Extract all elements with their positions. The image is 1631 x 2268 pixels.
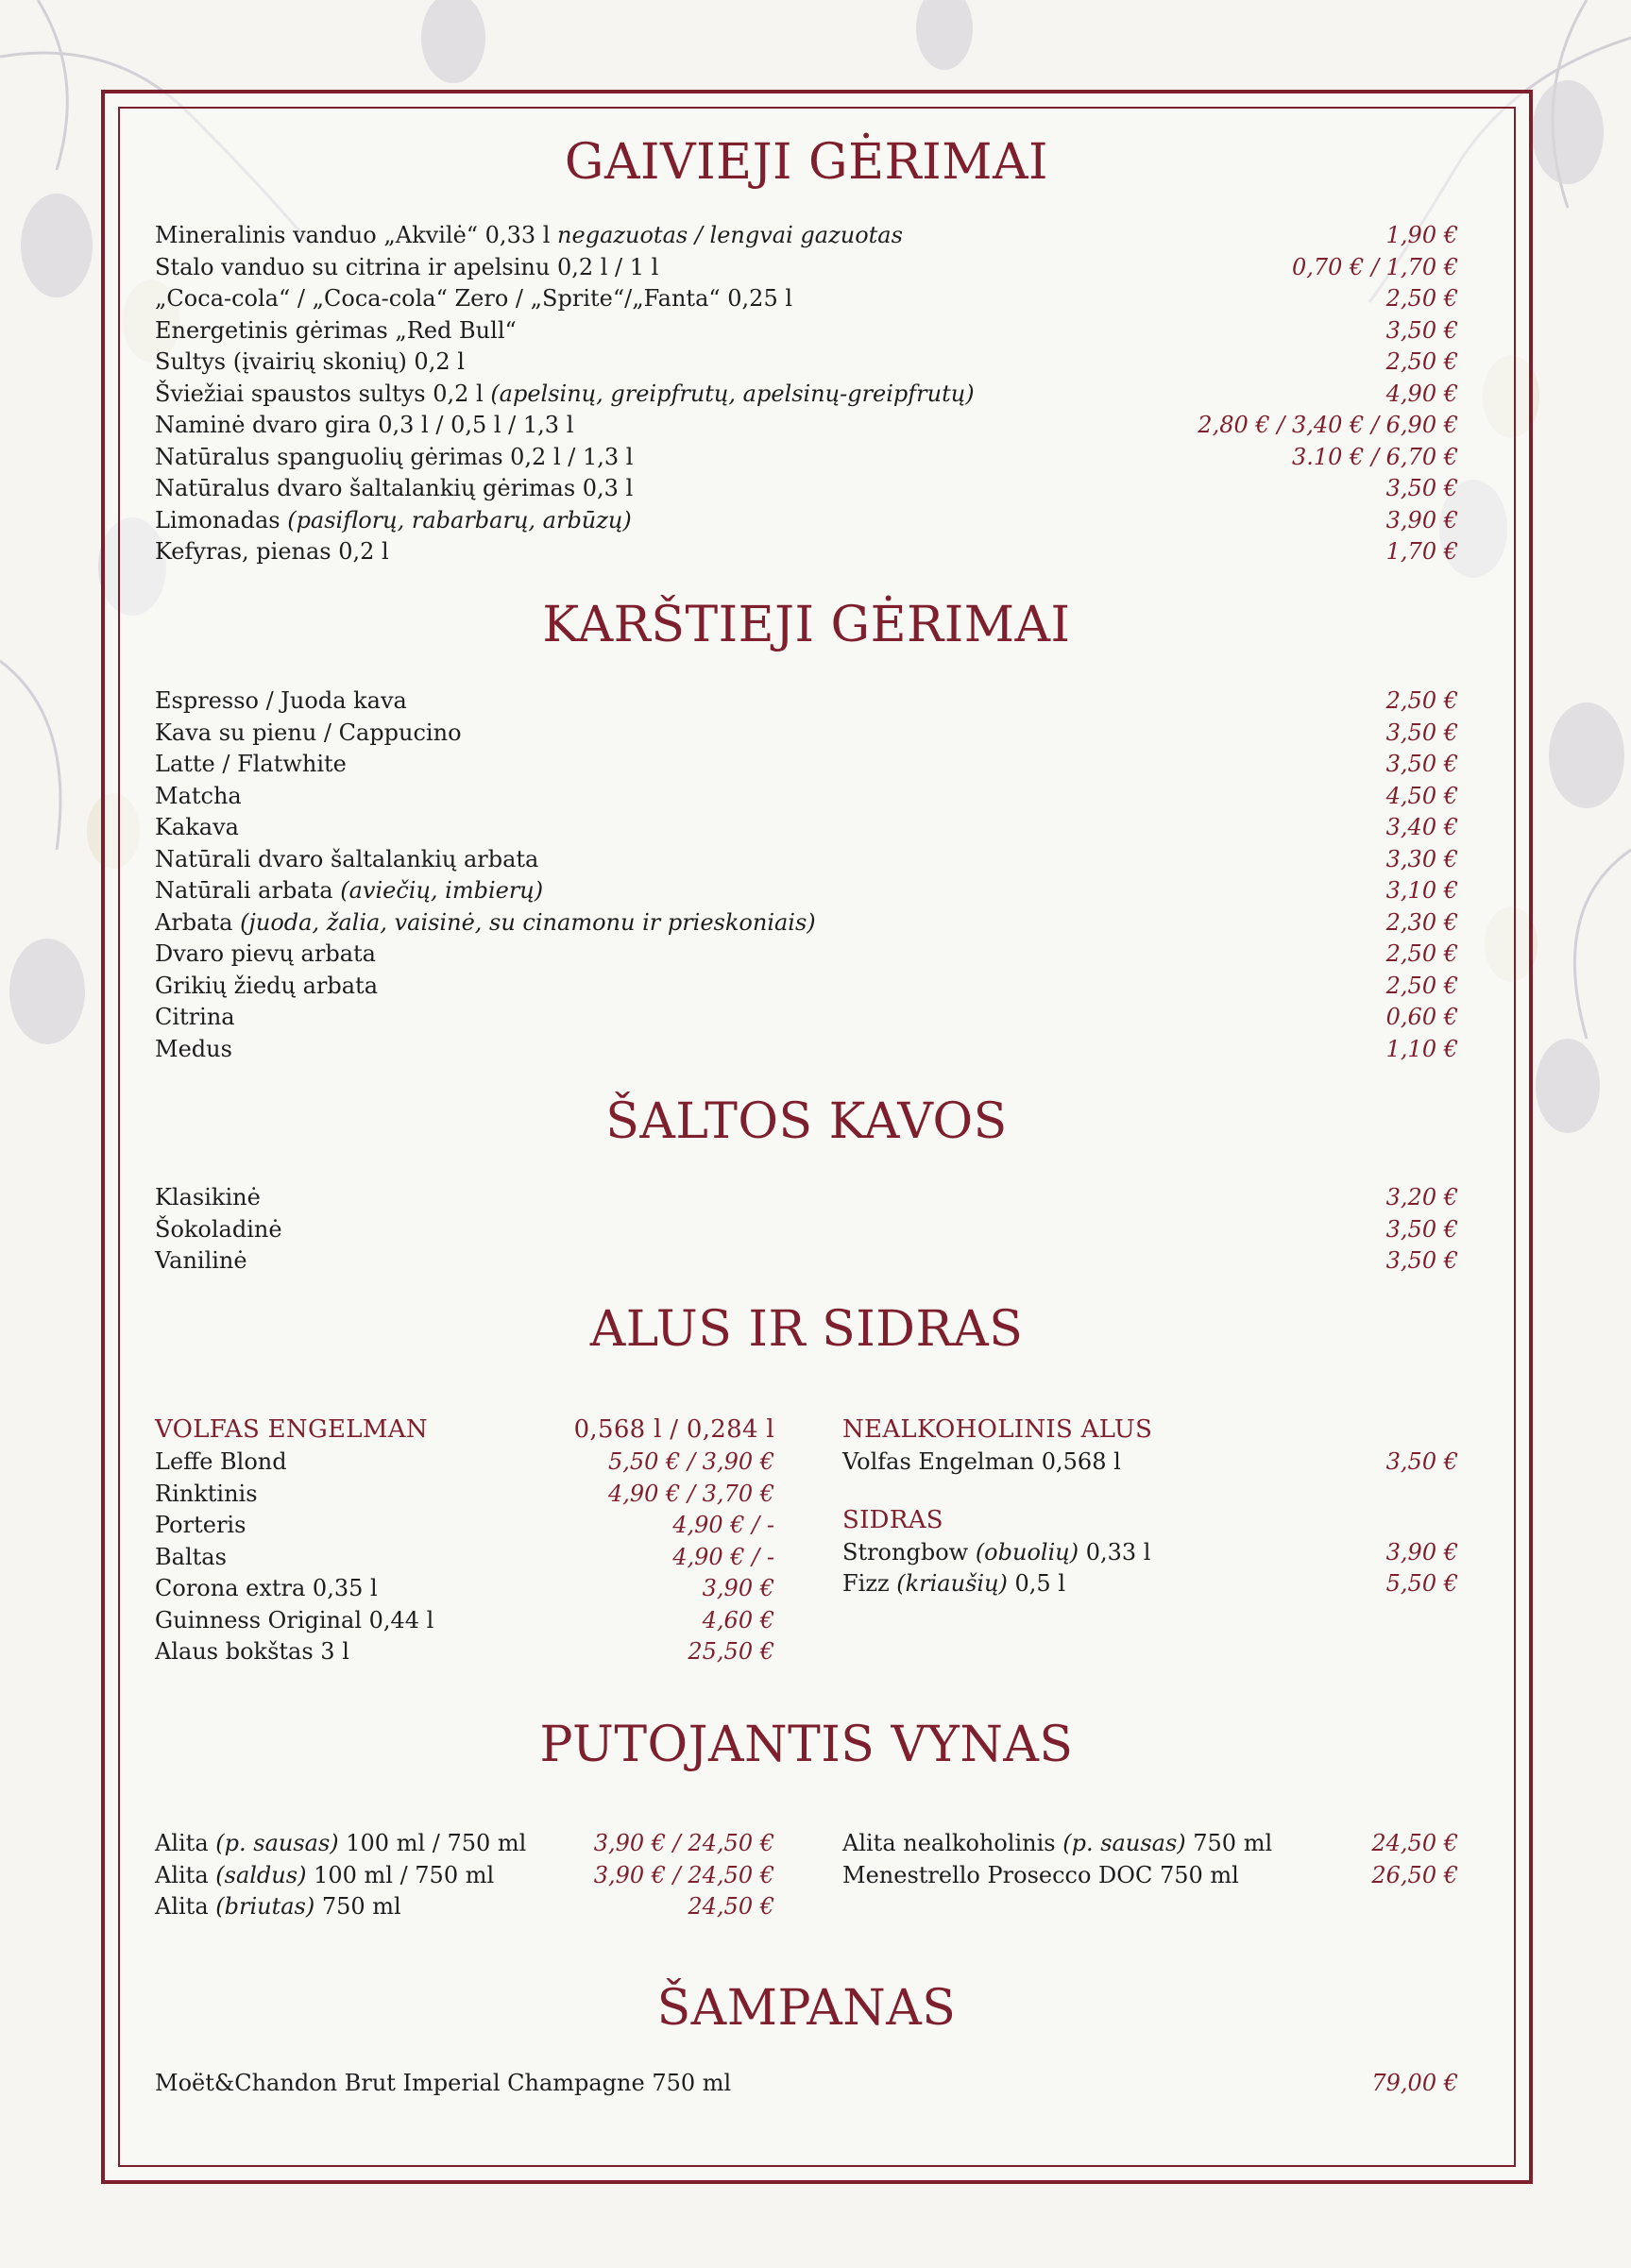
menu-item-name: Alita (briutas) 750 ml bbox=[155, 1893, 401, 1920]
menu-item bbox=[155, 875, 1458, 907]
menu-item bbox=[155, 1542, 774, 1574]
menu-item-price: 3,50 € bbox=[1385, 1215, 1458, 1243]
menu-item bbox=[842, 1860, 1458, 1892]
menu-item-price: 5,50 € bbox=[1385, 1570, 1458, 1597]
menu-item-note: (p. sausas) bbox=[215, 1830, 339, 1856]
menu-item bbox=[842, 1568, 1458, 1600]
menu-item bbox=[842, 1447, 1458, 1479]
wine-left-column bbox=[155, 1828, 774, 1923]
menu-item-name: Strongbow (obuolių) 0,33 l bbox=[842, 1538, 1151, 1566]
menu-item-name: Natūralus spanguolių gėrimas 0,2 l / 1,3 l bbox=[155, 443, 634, 470]
section-title-gaivieji: GAIVIEJI GĖRIMAI bbox=[564, 134, 1049, 191]
menu-item-note: (briutas) bbox=[215, 1893, 315, 1920]
list-beer bbox=[155, 1447, 774, 1668]
menu-item-name: Porteris bbox=[155, 1512, 246, 1538]
menu-item-price: 3,50 € bbox=[1385, 1247, 1458, 1274]
menu-item-price: 5,50 € / 3,90 € bbox=[607, 1448, 774, 1475]
menu-item-note: (kriaušių) bbox=[896, 1570, 1008, 1597]
menu-item bbox=[155, 1447, 774, 1479]
menu-item-price: 3,90 € bbox=[1385, 1538, 1458, 1566]
menu-item-price: 4,90 € / - bbox=[672, 1543, 774, 1570]
menu-item-price: 26,50 € bbox=[1371, 1861, 1458, 1888]
menu-item-note: (juoda, žalia, vaisinė, su cinamonu ir prieskoniais) bbox=[240, 908, 816, 936]
menu-item bbox=[155, 505, 1458, 537]
menu-item-name: Stalo vanduo su citrina ir apelsinu 0,2 l / 1 l bbox=[155, 253, 659, 280]
menu-item bbox=[155, 2068, 1458, 2100]
menu-item-price: 2,50 € bbox=[1385, 348, 1458, 375]
menu-item-price: 3,30 € bbox=[1385, 845, 1458, 872]
menu-item-note: (aviečių, imbierų) bbox=[340, 877, 544, 904]
menu-item-price: 0,70 € / 1,70 € bbox=[1291, 253, 1458, 280]
menu-item-name: Espresso / Juoda kava bbox=[155, 687, 407, 714]
wine-right-column bbox=[842, 1828, 1458, 1891]
menu-item-name: Fizz (kriaušių) 0,5 l bbox=[842, 1570, 1065, 1597]
menu-item-name: Kefyras, pienas 0,2 l bbox=[155, 538, 389, 565]
menu-item bbox=[155, 971, 1458, 1003]
menu-item-price: 2,50 € bbox=[1385, 972, 1458, 999]
list-karstieji bbox=[155, 685, 1458, 1065]
menu-item-name: Limonadas (pasiflorų, rabarbarų, arbūzų) bbox=[155, 506, 632, 533]
menu-item-name: Medus bbox=[155, 1035, 232, 1062]
menu-item bbox=[155, 473, 1458, 505]
menu-item-note: (apelsinų, greipfrutų, apelsinų-greipfrutų) bbox=[490, 380, 975, 407]
menu-item-note: (obuolių) bbox=[975, 1538, 1079, 1566]
menu-item bbox=[155, 379, 1458, 411]
list-saltos bbox=[155, 1182, 1458, 1278]
menu-item-price: 1,90 € bbox=[1385, 222, 1458, 248]
menu-item-name: Alita (p. sausas) 100 ml / 750 ml bbox=[155, 1830, 527, 1856]
list-nonalcoholic-beer bbox=[842, 1447, 1458, 1479]
menu-item-name: Vanilinė bbox=[155, 1247, 247, 1274]
menu-item bbox=[155, 1510, 774, 1542]
menu-item-name: Natūrali arbata (aviečių, imbierų) bbox=[155, 877, 544, 904]
menu-item-price: 24,50 € bbox=[688, 1893, 774, 1920]
menu-item-price: 4,90 € / 3,70 € bbox=[607, 1480, 774, 1507]
menu-item-price: 1,10 € bbox=[1385, 1035, 1458, 1062]
menu-item bbox=[155, 1479, 774, 1511]
menu-item bbox=[155, 283, 1458, 315]
menu-item-name: Grikių žiedų arbata bbox=[155, 972, 379, 999]
menu-item bbox=[155, 1860, 774, 1892]
menu-item-price: 4,90 € bbox=[1385, 380, 1458, 407]
menu-item bbox=[155, 1636, 774, 1668]
beer-right-column bbox=[842, 1413, 1458, 1600]
section-title-karstieji: KARŠTIEJI GĖRIMAI bbox=[542, 597, 1071, 653]
menu-item-price: 3,90 € / 24,50 € bbox=[593, 1861, 774, 1888]
menu-item bbox=[155, 1573, 774, 1605]
menu-item-name: „Coca-cola“ / „Coca-cola“ Zero / „Sprite“/„Fanta“ 0,25 l bbox=[155, 285, 793, 312]
subheading-nealkoholinis: NEALKOHOLINIS ALUS bbox=[842, 1415, 1153, 1444]
menu-item-name: Leffe Blond bbox=[155, 1448, 287, 1475]
menu-item-price: 2,50 € bbox=[1385, 940, 1458, 967]
menu-item bbox=[155, 1002, 1458, 1034]
menu-item-price: 3,50 € bbox=[1385, 1448, 1458, 1475]
list-cider bbox=[842, 1537, 1458, 1600]
menu-item-price: 2,80 € / 3,40 € / 6,90 € bbox=[1198, 412, 1458, 438]
menu-item bbox=[155, 1182, 1458, 1214]
menu-item-price: 0,60 € bbox=[1385, 1004, 1458, 1030]
menu-item-name: Natūralus dvaro šaltalankių gėrimas 0,3 l bbox=[155, 475, 634, 501]
menu-item bbox=[155, 718, 1458, 750]
menu-item-price: 2,50 € bbox=[1385, 687, 1458, 714]
menu-item-name: Energetinis gėrimas „Red Bull“ bbox=[155, 316, 517, 344]
menu-item-name: Mineralinis vanduo „Akvilė“ 0,33 l negazuotas / lengvai gazuotas bbox=[155, 222, 903, 248]
menu-item-price: 3,10 € bbox=[1385, 877, 1458, 904]
subheading-sidras: SIDRAS bbox=[842, 1505, 943, 1534]
menu-item bbox=[155, 442, 1458, 474]
menu-item bbox=[155, 220, 1458, 252]
menu-item-price: 4,50 € bbox=[1385, 782, 1458, 809]
menu-item-price: 3,20 € bbox=[1385, 1184, 1458, 1210]
menu-item-price: 3,90 € bbox=[1385, 506, 1458, 533]
menu-item-note: (saldus) bbox=[215, 1861, 307, 1888]
subheading-volfas: VOLFAS ENGELMAN 0,568 l / 0,284 l bbox=[155, 1413, 774, 1447]
menu-item-note: (pasiflorų, rabarbarų, arbūzų) bbox=[287, 506, 632, 533]
section-title-sampanas: ŠAMPANAS bbox=[656, 1980, 957, 2037]
menu-item-price: 2,30 € bbox=[1385, 908, 1458, 936]
menu-item-note: (p. sausas) bbox=[1062, 1830, 1186, 1856]
menu-item-price: 3,40 € bbox=[1385, 814, 1458, 840]
menu-item bbox=[155, 907, 1458, 939]
menu-item bbox=[155, 749, 1458, 781]
menu-item bbox=[155, 315, 1458, 347]
menu-item-price: 3,90 € bbox=[702, 1575, 774, 1601]
menu-item bbox=[155, 536, 1458, 568]
menu-item-price: 2,50 € bbox=[1385, 285, 1458, 312]
menu-item-name: Citrina bbox=[155, 1004, 235, 1030]
menu-item-name: Sultys (įvairių skonių) 0,2 l bbox=[155, 348, 465, 375]
section-title-putojantis: PUTOJANTIS VYNAS bbox=[539, 1717, 1074, 1773]
menu-item bbox=[155, 1245, 1458, 1278]
menu-item bbox=[155, 1214, 1458, 1246]
menu-item-name: Menestrello Prosecco DOC 750 ml bbox=[842, 1861, 1239, 1888]
menu-item-price: 79,00 € bbox=[1371, 2070, 1458, 2096]
menu-item-name: Kakava bbox=[155, 814, 239, 840]
menu-item bbox=[155, 1605, 774, 1637]
menu-item-name: Rinktinis bbox=[155, 1480, 258, 1507]
menu-item-name: Moët&Chandon Brut Imperial Champagne 750 ml bbox=[155, 2070, 732, 2096]
beer-left-column bbox=[155, 1413, 774, 1668]
menu-item bbox=[155, 1034, 1458, 1066]
list-gaivieji bbox=[155, 220, 1458, 568]
menu-item-name: Latte / Flatwhite bbox=[155, 751, 347, 777]
menu-item-name: Volfas Engelman 0,568 l bbox=[842, 1448, 1121, 1475]
menu-item-name: Alita (saldus) 100 ml / 750 ml bbox=[155, 1861, 495, 1888]
menu-item bbox=[155, 410, 1458, 442]
menu-item bbox=[155, 844, 1458, 876]
menu-item-name: Matcha bbox=[155, 782, 242, 809]
menu-item-name: Šviežiai spaustos sultys 0,2 l (apelsinų, greipfrutų, apelsinų-greipfrutų) bbox=[155, 380, 975, 407]
menu-item bbox=[842, 1537, 1458, 1569]
menu-item-price: 3,50 € bbox=[1385, 316, 1458, 344]
menu-item-price: 4,60 € bbox=[702, 1606, 774, 1633]
menu-item-price: 24,50 € bbox=[1371, 1830, 1458, 1856]
menu-item bbox=[155, 347, 1458, 379]
menu-item-name: Corona extra 0,35 l bbox=[155, 1575, 378, 1601]
menu-item-name: Kava su pienu / Cappucino bbox=[155, 719, 462, 746]
menu-item-note: negazuotas / lengvai gazuotas bbox=[557, 222, 903, 248]
menu-item bbox=[155, 939, 1458, 971]
menu-item-price: 3,90 € / 24,50 € bbox=[593, 1830, 774, 1856]
menu-item-price: 25,50 € bbox=[688, 1638, 774, 1665]
menu-item-price: 3,50 € bbox=[1385, 719, 1458, 746]
volume-label: 0,568 l / 0,284 l bbox=[573, 1415, 774, 1444]
menu-item-name: Baltas bbox=[155, 1543, 227, 1570]
menu-item-name: Natūrali dvaro šaltalankių arbata bbox=[155, 845, 539, 872]
menu-item-name: Šokoladinė bbox=[155, 1215, 282, 1243]
menu-item-name: Dvaro pievų arbata bbox=[155, 940, 376, 967]
menu-item-price: 3,50 € bbox=[1385, 751, 1458, 777]
menu-item bbox=[842, 1828, 1458, 1860]
menu-item bbox=[155, 1891, 774, 1923]
section-title-alus: ALUS IR SIDRAS bbox=[589, 1301, 1024, 1358]
menu-item-price: 3.10 € / 6,70 € bbox=[1291, 443, 1458, 470]
menu-item bbox=[155, 781, 1458, 813]
menu-item bbox=[155, 812, 1458, 844]
menu-item-name: Arbata (juoda, žalia, vaisinė, su cinamonu ir prieskoniais) bbox=[155, 908, 816, 936]
menu-item-name: Naminė dvaro gira 0,3 l / 0,5 l / 1,3 l bbox=[155, 412, 574, 438]
menu-item-name: Alita nealkoholinis (p. sausas) 750 ml bbox=[842, 1830, 1273, 1856]
menu-item bbox=[155, 1828, 774, 1860]
menu-item bbox=[155, 252, 1458, 284]
menu-item-price: 4,90 € / - bbox=[672, 1512, 774, 1538]
list-sampanas bbox=[155, 2068, 1458, 2100]
menu-item-price: 3,50 € bbox=[1385, 475, 1458, 501]
menu-item-name: Klasikinė bbox=[155, 1184, 261, 1210]
menu-item-name: Guinness Original 0,44 l bbox=[155, 1606, 434, 1633]
menu-item bbox=[155, 685, 1458, 718]
menu-item-name: Alaus bokštas 3 l bbox=[155, 1638, 349, 1665]
menu-item-price: 1,70 € bbox=[1385, 538, 1458, 565]
section-title-saltos: ŠALTOS KAVOS bbox=[605, 1093, 1008, 1150]
